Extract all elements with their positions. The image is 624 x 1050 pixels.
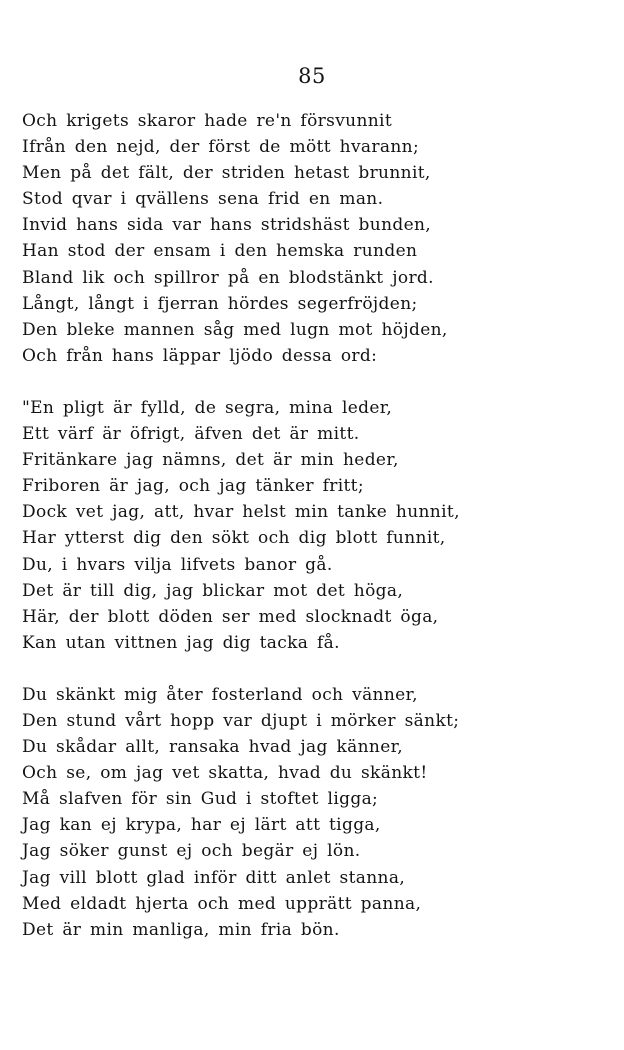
poem-line: Jag vill blott glad inför ditt anlet stanna,	[22, 867, 406, 888]
poem-line: Du skådar allt, ransaka hvad jag känner,	[22, 737, 403, 758]
poem-line: Och från hans läppar ljödo dessa ord:	[22, 345, 378, 366]
poem-line: Du, i hvars vilja lifvets banor gå.	[22, 554, 333, 575]
stanza-2	[22, 395, 602, 656]
poem-text	[22, 108, 602, 969]
poem-line: Han stod der ensam i den hemska runden	[22, 241, 418, 262]
poem-line: "En pligt är fylld, de segra, mina leder,	[22, 397, 393, 418]
poem-line: Här, der blott döden ser med slocknadt öga,	[22, 606, 439, 627]
poem-line: Det är till dig, jag blickar mot det höga,	[22, 580, 404, 601]
page-number: 85	[298, 64, 326, 88]
poem-line: Fritänkare jag nämns, det är min heder,	[22, 450, 399, 471]
poem-line: Den bleke mannen såg med lugn mot höjden,	[22, 319, 448, 340]
poem-line: Jag söker gunst ej och begär ej lön.	[22, 841, 361, 862]
poem-line: Och se, om jag vet skatta, hvad du skänkt!	[22, 763, 428, 784]
poem-line: Dock vet jag, att, hvar helst min tanke hunnit,	[22, 502, 460, 523]
poem-line: Kan utan vittnen jag dig tacka få.	[22, 632, 340, 653]
poem-line: Bland lik och spillror på en blodstänkt jord.	[22, 267, 434, 288]
poem-line: Friboren är jag, och jag tänker fritt;	[22, 476, 364, 497]
poem-line: Långt, långt i fjerran hördes segerfröjden;	[22, 293, 418, 314]
poem-line: Har ytterst dig den sökt och dig blott funnit,	[22, 528, 446, 549]
poem-line: Invid hans sida var hans stridshäst bunden,	[22, 215, 432, 236]
poem-line: Jag kan ej krypa, har ej lärt att tigga,	[22, 815, 381, 836]
poem-line: Med eldadt hjerta och med upprätt panna,	[22, 893, 422, 914]
poem-line: Och krigets skaror hade re'n försvunnit	[22, 111, 393, 131]
poem-line: Men på det fält, der striden hetast brunnit,	[22, 163, 431, 184]
poem-line: Ifrån den nejd, der först de mött hvarann;	[22, 137, 420, 158]
poem-line: Må slafven för sin Gud i stoftet ligga;	[22, 789, 379, 810]
stanza-1	[22, 108, 602, 369]
stanza-3	[22, 682, 602, 943]
poem-line: Stod qvar i qvällens sena frid en man.	[22, 189, 384, 210]
poem-line: Du skänkt mig åter fosterland och vänner,	[22, 684, 418, 705]
poem-line: Den stund vårt hopp var djupt i mörker sänkt;	[22, 710, 460, 731]
poem-line: Ett värf är öfrigt, äfven det är mitt.	[22, 424, 360, 445]
poem-line: Det är min manliga, min fria bön.	[22, 919, 340, 940]
